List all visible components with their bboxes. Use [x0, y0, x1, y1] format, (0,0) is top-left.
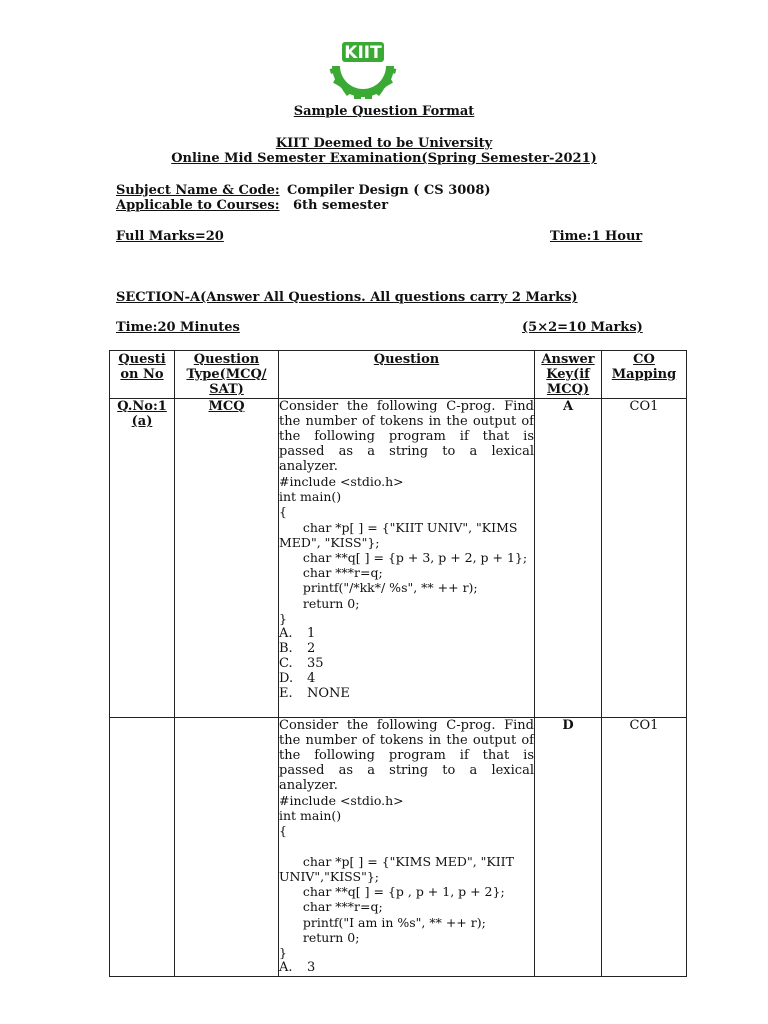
- question-table: [109, 350, 687, 977]
- option-item: D. 4: [279, 671, 316, 687]
- full-marks: Full Marks=20: [116, 229, 224, 244]
- exam-name: Online Mid Semester Examination(Spring Semester-2021): [171, 151, 597, 166]
- option-list: [279, 626, 534, 701]
- question-number: [110, 718, 175, 977]
- question-intro: Consider the following C-prog. Find the number of tokens in the output of the following program if that is passed as a string to a lexical analyzer.: [279, 718, 534, 793]
- section-marks: (5×2=10 Marks): [522, 320, 643, 335]
- option-list: [279, 960, 534, 975]
- question-number: Q.No:1 (a): [110, 399, 175, 718]
- co-mapping: CO1: [602, 399, 687, 718]
- page-title: Sample Question Format: [293, 104, 475, 119]
- question-type: [175, 718, 279, 977]
- question-cell: [279, 718, 535, 977]
- table-row: [110, 718, 687, 977]
- subject-value: Compiler Design ( CS 3008): [287, 183, 491, 198]
- question-type: MCQ: [175, 399, 279, 718]
- question-code: #include <stdio.h> int main() { char *p[ ] = {"KIMS MED", "KIIT UNIV","KISS"}; char **q[ ] = {p , p + 1, p + 2}; char ***r=q; printf("I am in %s", ** ++ r); return 0; }: [279, 793, 514, 961]
- table-row: [110, 399, 687, 718]
- section-time: Time:20 Minutes: [116, 320, 240, 335]
- kiit-logo: [328, 38, 398, 100]
- header-co-mapping: CO Mapping: [602, 351, 687, 399]
- header-question-type: Question Type(MCQ/ SAT): [175, 351, 279, 399]
- question-code: #include <stdio.h> int main() { char *p[ ] = {"KIIT UNIV", "KIMS MED", "KISS"}; char **q[ ] = {p + 3, p + 2, p + 1}; char ***r=q; printf("/*kk*/ %s", ** ++ r); return 0; }: [279, 474, 528, 626]
- header-question: Question: [279, 351, 535, 399]
- question-cell: [279, 399, 535, 718]
- svg-text:KIIT: KIIT: [344, 43, 382, 63]
- option-item: A. 1: [279, 626, 316, 642]
- answer-key: D: [535, 718, 602, 977]
- option-item: B. 2: [279, 641, 316, 657]
- option-item: E. NONE: [279, 686, 350, 702]
- option-item: A. 3: [279, 960, 316, 976]
- header-answer-key: Answer Key(if MCQ): [535, 351, 602, 399]
- table-header-row: [110, 351, 687, 399]
- courses-value: 6th semester: [293, 198, 389, 213]
- university-name: KIIT Deemed to be University: [275, 136, 493, 151]
- co-mapping: CO1: [602, 718, 687, 977]
- header-question-no: Questi on No: [110, 351, 175, 399]
- question-intro: Consider the following C-prog. Find the number of tokens in the output of the following program if that is passed as a string to a lexical analyzer.: [279, 399, 534, 474]
- exam-time: Time:1 Hour: [550, 229, 643, 244]
- option-item: C. 35: [279, 656, 324, 672]
- courses-label: Applicable to Courses:: [116, 198, 280, 213]
- subject-label: Subject Name & Code:: [116, 183, 280, 198]
- answer-key: A: [535, 399, 602, 718]
- section-title: SECTION-A(Answer All Questions. All questions carry 2 Marks): [116, 290, 578, 305]
